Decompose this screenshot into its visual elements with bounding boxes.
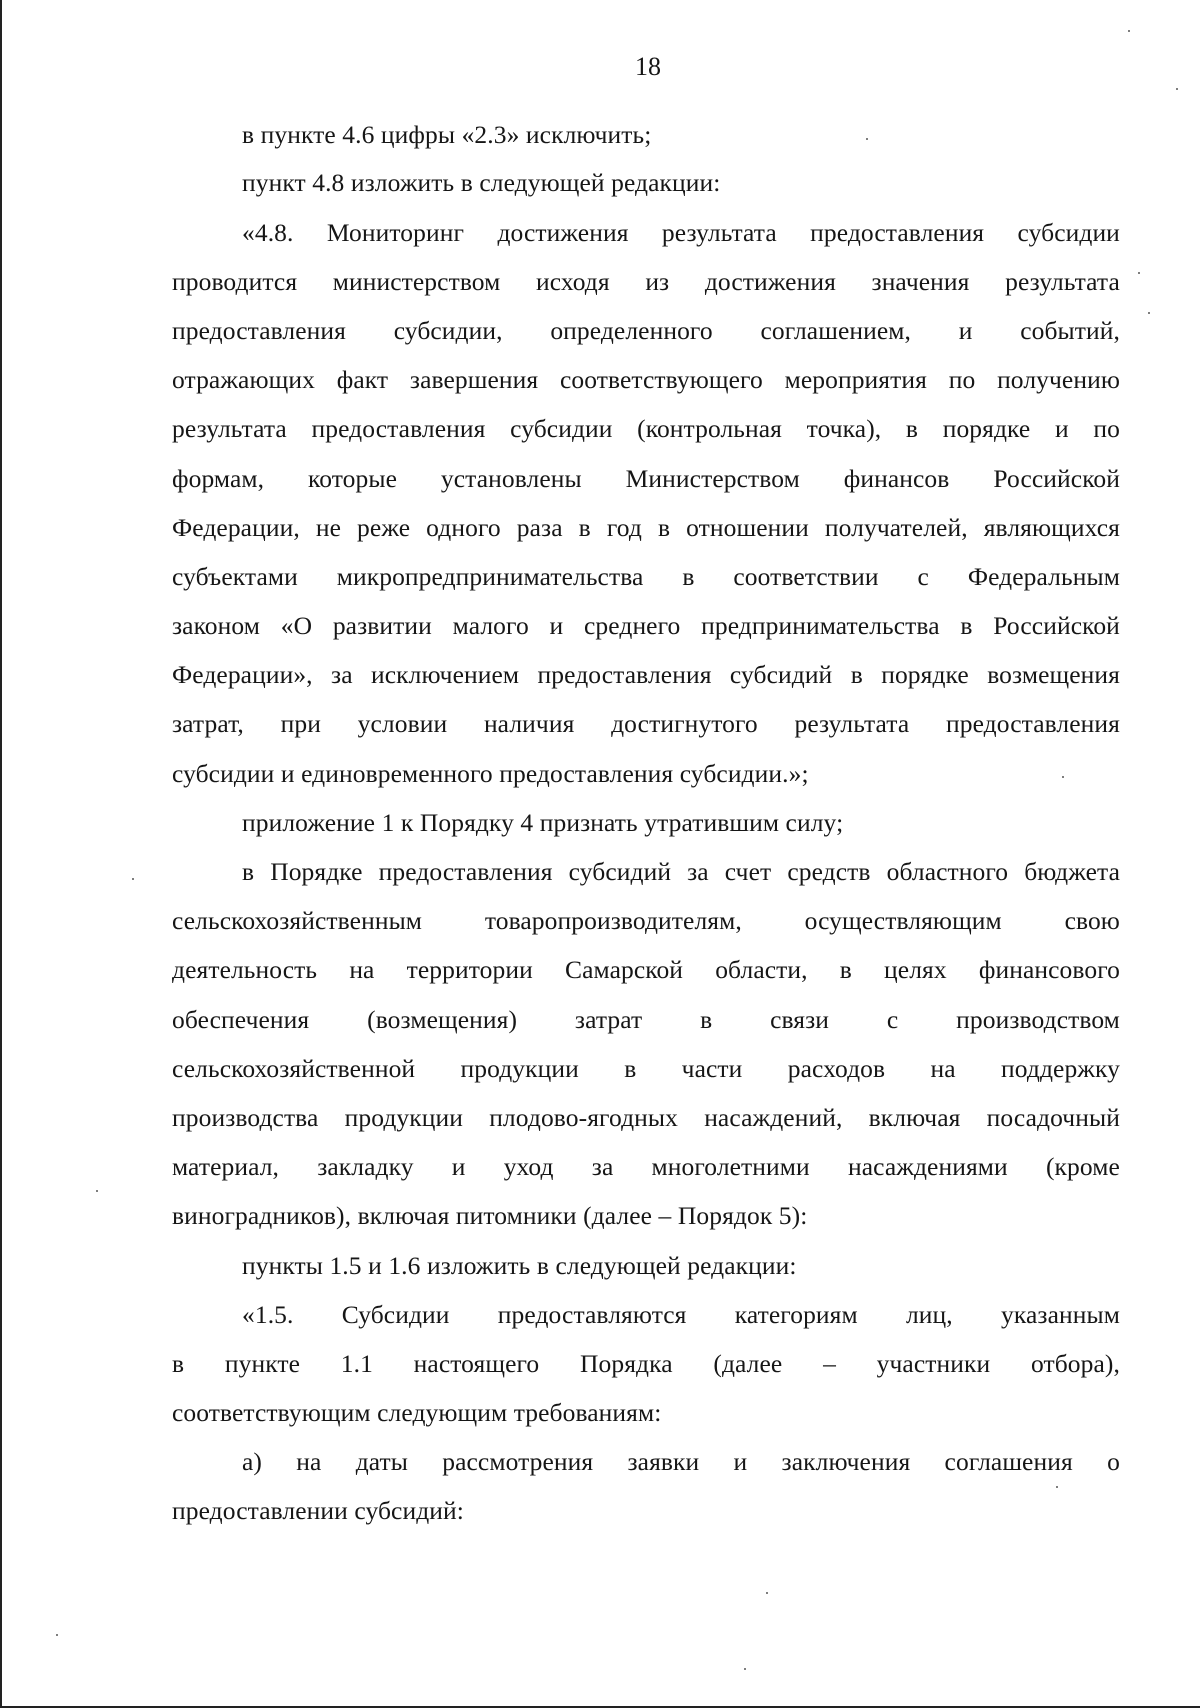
word: среднего <box>584 611 681 640</box>
word: закладку <box>317 1152 414 1181</box>
word: предоставления <box>311 414 486 443</box>
word: исходя <box>535 267 610 296</box>
word: участники <box>876 1349 991 1378</box>
word: предоставления <box>810 218 985 247</box>
word: на <box>296 1447 322 1476</box>
text-line <box>242 216 1120 250</box>
word: реже <box>357 513 411 542</box>
word: проводится <box>172 267 298 296</box>
word: факт <box>336 365 389 394</box>
word: заключения <box>781 1447 911 1476</box>
text-line: предоставлении субсидий: <box>172 1496 464 1525</box>
word: значения <box>871 267 970 296</box>
word: – <box>823 1349 836 1378</box>
word: осуществляющим <box>804 906 1002 935</box>
word: Субсидии <box>341 1300 450 1329</box>
word: Самарской <box>564 955 684 984</box>
word: средств <box>787 857 871 886</box>
word: Федерации, <box>172 513 300 542</box>
word: за <box>687 857 709 886</box>
word: достижения <box>704 267 836 296</box>
word: в <box>657 513 671 542</box>
text-line <box>242 1445 1120 1479</box>
word: которые <box>308 464 397 493</box>
word: «О <box>280 611 313 640</box>
word: по <box>1093 414 1120 443</box>
word: результата <box>1005 267 1120 296</box>
word: свою <box>1064 906 1120 935</box>
word: в <box>850 660 863 689</box>
word: даты <box>355 1447 408 1476</box>
word: деятельность <box>172 955 318 984</box>
text-line <box>242 855 1120 889</box>
word: в <box>905 414 919 443</box>
word: части <box>681 1054 743 1083</box>
word: в <box>839 955 852 984</box>
word: из <box>645 267 670 296</box>
word: категориям <box>734 1300 858 1329</box>
word: исключением <box>371 660 520 689</box>
text-line <box>172 462 1120 496</box>
text-line <box>172 314 1120 348</box>
word: субсидий <box>729 660 833 689</box>
word: предоставления <box>537 660 712 689</box>
scan-speck <box>56 1634 58 1636</box>
word: производством <box>956 1005 1120 1034</box>
word: и <box>733 1447 748 1476</box>
text-line <box>172 412 1120 446</box>
word: субсидий <box>568 857 672 886</box>
text-line: приложение 1 к Порядку 4 признать утратившим силу; <box>242 808 844 837</box>
word: плодово-ягодных <box>489 1103 678 1132</box>
text-line <box>172 363 1120 397</box>
word: субъектами <box>172 562 298 591</box>
word: предоставляются <box>497 1300 687 1329</box>
word: субсидии <box>510 414 613 443</box>
word: предоставления <box>172 316 346 345</box>
text-line <box>172 658 1120 692</box>
word: включая <box>868 1103 961 1132</box>
word: отражающих <box>172 365 315 394</box>
word: в <box>960 611 973 640</box>
word: о <box>1107 1447 1120 1476</box>
word: в <box>682 562 695 591</box>
text-line: виноградников), включая питомники (далее – Порядок 5): <box>172 1201 808 1230</box>
word: предпринимательства <box>701 611 940 640</box>
word: являющихся <box>983 513 1120 542</box>
word: Федеральным <box>967 562 1120 591</box>
word: насаждений, <box>704 1103 843 1132</box>
word: обеспечения <box>172 1005 310 1034</box>
word: Министерством <box>625 464 800 493</box>
word: субсидии, <box>393 316 503 345</box>
word: (возмещения) <box>367 1005 518 1034</box>
word: министерством <box>332 267 501 296</box>
text-line <box>172 609 1120 643</box>
word: год <box>606 513 642 542</box>
word: достижения <box>497 218 629 247</box>
word: заявки <box>627 1447 700 1476</box>
word: сельскохозяйственной <box>172 1054 416 1083</box>
word: получателей, <box>824 513 968 542</box>
scan-speck <box>96 1190 98 1192</box>
word: определенного <box>550 316 713 345</box>
word: соответствующего <box>559 365 763 394</box>
text-line: пункт 4.8 изложить в следующей редакции: <box>242 168 721 197</box>
word: а) <box>242 1447 263 1476</box>
word: раза <box>516 513 563 542</box>
word: предоставления <box>946 709 1120 738</box>
scan-speck <box>1128 30 1130 32</box>
word: отбора), <box>1030 1349 1120 1378</box>
word: затрат, <box>172 709 244 738</box>
word: продукции <box>460 1054 579 1083</box>
word: поддержку <box>1001 1054 1120 1083</box>
text-line <box>172 511 1120 545</box>
word: посадочный <box>986 1103 1120 1132</box>
word: субсидии <box>1017 218 1120 247</box>
text-line: субсидии и единовременного предоставления субсидии.»; <box>172 759 809 788</box>
text-line <box>172 1052 1120 1086</box>
word: результата <box>794 709 910 738</box>
word: лиц, <box>905 1300 953 1329</box>
page-number: 18 <box>635 52 661 81</box>
word: одного <box>426 513 501 542</box>
word: Порядке <box>270 857 363 886</box>
word: Федерации», <box>172 660 313 689</box>
word: в <box>578 513 591 542</box>
word: условии <box>357 709 448 738</box>
scan-speck <box>132 878 134 880</box>
word: товаропроизводителям, <box>484 906 742 935</box>
word: расходов <box>787 1054 886 1083</box>
text-line: в пункте 4.6 цифры «2.3» исключить; <box>242 120 652 149</box>
text-line <box>172 1347 1120 1381</box>
word: рассмотрения <box>442 1447 594 1476</box>
word: 1.1 <box>340 1349 373 1378</box>
text-line <box>172 707 1120 741</box>
word: производства <box>172 1103 319 1132</box>
word: завершения <box>409 365 539 394</box>
word: счет <box>724 857 772 886</box>
word: указанным <box>1001 1300 1120 1329</box>
word: за <box>591 1152 614 1181</box>
word: (далее <box>713 1349 783 1378</box>
text-line <box>172 1003 1120 1037</box>
word: и <box>549 611 564 640</box>
text-line <box>242 1298 1120 1332</box>
word: и <box>1054 414 1069 443</box>
text-line <box>172 904 1120 938</box>
word: мероприятия <box>784 365 927 394</box>
word: на <box>930 1054 956 1083</box>
word: отношении <box>686 513 809 542</box>
word: с <box>886 1005 899 1034</box>
scan-speck <box>1062 776 1064 778</box>
word: Российской <box>993 464 1120 493</box>
word: финансов <box>843 464 950 493</box>
word: предоставления <box>378 857 553 886</box>
word: соглашением, <box>760 316 911 345</box>
word: наличия <box>483 709 575 738</box>
word: соглашения <box>944 1447 1073 1476</box>
word: «4.8. <box>242 218 294 247</box>
word: не <box>315 513 342 542</box>
word: точка), <box>806 414 882 443</box>
word: Порядка <box>580 1349 673 1378</box>
scan-speck <box>744 1668 746 1670</box>
word: «1.5. <box>242 1300 294 1329</box>
word: событий, <box>1020 316 1120 345</box>
word: продукции <box>344 1103 463 1132</box>
word: уход <box>503 1152 554 1181</box>
word: в <box>172 1349 185 1378</box>
word: соответствии <box>733 562 879 591</box>
word: пункте <box>224 1349 301 1378</box>
word: формам, <box>172 464 265 493</box>
word: территории <box>406 955 533 984</box>
word: возмещения <box>987 660 1120 689</box>
word: Российской <box>993 611 1120 640</box>
word: настоящего <box>413 1349 540 1378</box>
scan-speck <box>766 1592 768 1594</box>
word: (кроме <box>1045 1152 1120 1181</box>
scan-speck <box>866 138 868 140</box>
word: бюджета <box>1024 857 1120 886</box>
scan-speck <box>1138 272 1140 274</box>
word: Мониторинг <box>326 218 465 247</box>
word: связи <box>770 1005 830 1034</box>
word: микропредпринимательства <box>336 562 644 591</box>
word: развитии <box>332 611 432 640</box>
word: установлены <box>440 464 582 493</box>
word: при <box>280 709 321 738</box>
text-line: пункты 1.5 и 1.6 изложить в следующей редакции: <box>242 1251 797 1280</box>
text-line <box>172 1101 1120 1135</box>
text-line <box>172 953 1120 987</box>
word: в <box>700 1005 713 1034</box>
word: получению <box>997 365 1120 394</box>
word: в <box>242 857 255 886</box>
word: затрат <box>574 1005 643 1034</box>
scan-speck <box>1056 1486 1058 1488</box>
word: малого <box>452 611 529 640</box>
word: областного <box>886 857 1009 886</box>
text-line <box>172 560 1120 594</box>
text-line <box>172 265 1120 299</box>
word: насаждениями <box>847 1152 1008 1181</box>
word: результата <box>661 218 777 247</box>
word: результата <box>172 414 287 443</box>
word: сельскохозяйственным <box>172 906 423 935</box>
scan-edge-left <box>0 0 2 1708</box>
word: области, <box>715 955 808 984</box>
word: и <box>958 316 973 345</box>
word: финансового <box>978 955 1120 984</box>
text-line <box>172 1150 1120 1184</box>
word: (контрольная <box>637 414 783 443</box>
word: законом <box>172 611 260 640</box>
word: и <box>451 1152 466 1181</box>
text-line: соответствующим следующим требованиям: <box>172 1398 662 1427</box>
word: за <box>331 660 353 689</box>
scan-speck <box>1148 312 1150 314</box>
word: многолетними <box>651 1152 810 1181</box>
word: порядке <box>881 660 969 689</box>
word: по <box>948 365 976 394</box>
word: на <box>349 955 375 984</box>
word: достигнутого <box>611 709 758 738</box>
scan-speck <box>1176 88 1178 90</box>
word: порядке <box>942 414 1031 443</box>
word: с <box>917 562 929 591</box>
word: целях <box>884 955 947 984</box>
word: в <box>624 1054 637 1083</box>
word: материал, <box>172 1152 280 1181</box>
